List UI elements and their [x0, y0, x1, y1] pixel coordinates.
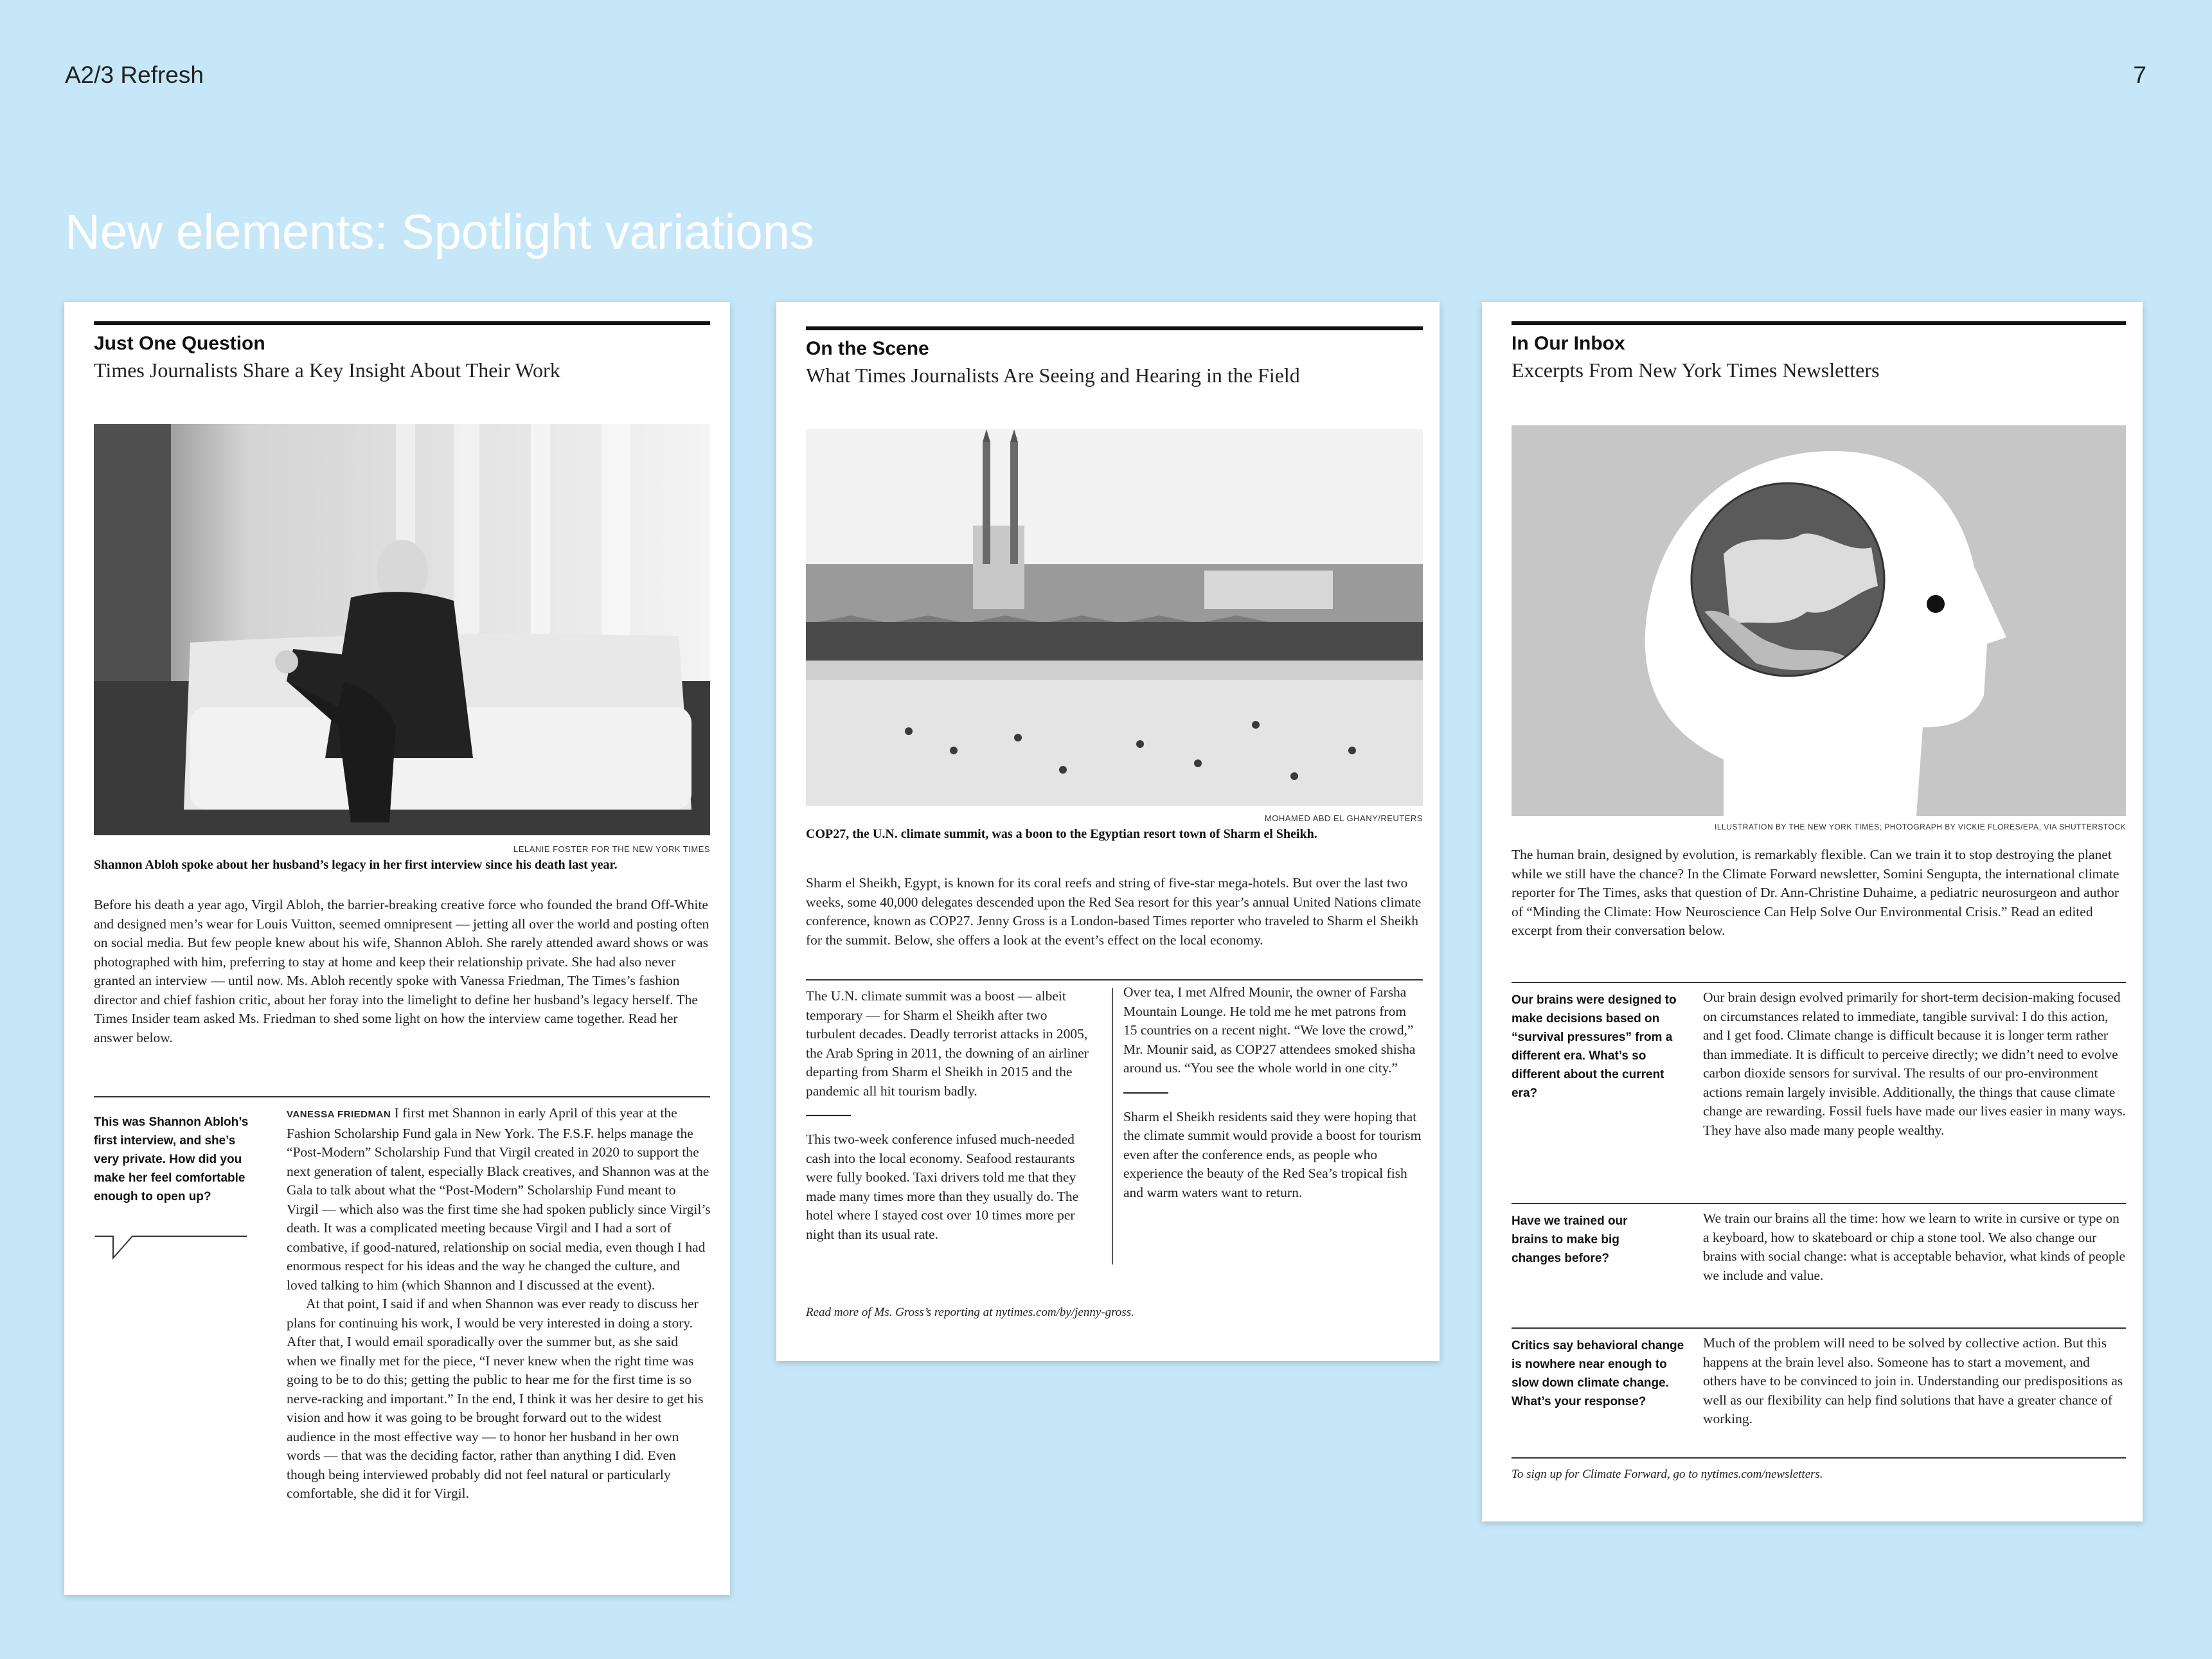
card-dek: Excerpts From New York Times Newsletters	[1512, 359, 1880, 382]
slide-label: A2/3 Refresh	[65, 62, 204, 88]
photo-caption: Shannon Abloh spoke about her husband’s legacy in her first interview since his death last year.	[94, 858, 618, 872]
card-dek: Times Journalists Share a Key Insight About Their Work	[94, 359, 560, 382]
question-text: This was Shannon Abloh’s first interview, and she’s very private. How did you make her feel comfortable enough to open up?	[94, 1115, 249, 1203]
photo-credit: MOHAMED ABD EL GHANY/REUTERS	[1264, 813, 1423, 823]
intro-paragraph: The human brain, designed by evolution, is remarkably flexible. Can we train it to stop destroying the planet while we still have the chance? In the Climate Forward newsletter, Somini Sengupta, the international climate reporter for The Times, asks that question of Dr. Ann-Christine Duhaime, a pediatric neurosurgeon and author of “Minding the Climate: How Neuroscience Can Help Solve Our Environmental Crisis.” Read an edited excerpt from their conversation below.	[1512, 847, 2119, 938]
top-rule	[806, 326, 1423, 330]
brain-illustration	[1512, 425, 2126, 816]
footer-note: To sign up for Climate Forward, go to nytimes.com/newsletters.	[1512, 1468, 1823, 1481]
intro-paragraph: Before his death a year ago, Virgil Abloh, the barrier-breaking creative force who founded the brand Off-White and designed men’s wear for Louis Vuitton, seemed omnipresent — jetting all over the world and posting often on social media. But few people knew about his wife, Shannon Abloh. She rarely attended award shows or was photographed with him, preferring to stay at home and keep their relationship private. She had also never granted an interview — until now. Ms. Abloh recently spoke with Vanessa Friedman, The Times’s fashion director and chief fashion critic, about her foray into the limelight to define her husband’s legacy herself. The Times Insider team asked Ms. Friedman to shed some light on how the interview came together. Read her answer below.	[94, 897, 709, 1045]
column-2-paragraph-2: Sharm el Sheikh residents said they were hoping that the climate summit would provide a boost for tourism even after the conference ends, as people who experience the beauty of the Red Sea’s tropical fish and warm waters want to return.	[1123, 1108, 1422, 1200]
slide-title: New elements: Spotlight variations	[65, 205, 814, 260]
column-divider	[1112, 988, 1113, 1264]
qa-question-3: Critics say behavioral change is nowhere near enough to slow down climate change. What’s your response?	[1512, 1339, 1684, 1408]
qa-divider-1	[1512, 982, 2126, 983]
intro-paragraph: Sharm el Sheikh, Egypt, is known for its coral reefs and string of five-star mega-hotels. But over the last two weeks, some 40,000 delegates descended upon the Red Sea resort for this year’s annual United Nations climate conference, known as COP27. Jenny Gross is a London-based Times reporter who traveled to Sharm el Sheikh for the summit. Below, she offers a look at the event’s effect on the local economy.	[806, 875, 1422, 948]
section-divider	[94, 1096, 710, 1097]
answer-paragraph-1: I first met Shannon in early April of this year at the Fashion Scholarship Fund gala in New York. The F.S.F. helps manage the “Post-Modern” Scholarship Fund that Virgil created in 2020 to support the next generation of talent, especially Black creatives, and Shannon was at the Gala to talk about what the “Post-Modern” Scholarship Fund meant to Virgil — which also was the first time she had spoken publicly since Virgil’s death. It was a complicated meeting because Virgil and I had a sort of combative, if good-natured, relationship on social media, even though I had enormous respect for his ideas and the way he changed the culture, and loved talking to him (which Shannon and I discussed at the event).	[287, 1105, 711, 1293]
column-2-paragraph-1: Over tea, I met Alfred Mounir, the owner of Farsha Mountain Lounge. He told me he met patrons from 15 countries on a recent night. “We love the crowd,” Mr. Mounir said, as COP27 attendees smoked shisha around us. “You see the whole world in one city.”	[1123, 984, 1416, 1076]
card-kicker: In Our Inbox	[1512, 333, 1625, 354]
beach-photo	[806, 429, 1423, 806]
qa-question-2: Have we trained our brains to make big changes before?	[1512, 1214, 1628, 1265]
qa-divider-bottom	[1512, 1457, 2126, 1459]
qa-answer-1: Our brain design evolved primarily for short-term decision-making focused on circumstances related to immediate, tangible survival: I do this action, and I get food. Climate change is difficult because it is longer term rather than immediate. It is difficult to perceive directly; we didn’t need to evolve carbon dioxide sensors for survival. The results of our pro-environment actions remain largely invisible. Additionally, the things that cause climate change are rewarding. Fossil fuels have made our lives easier in many ways. They have also made many people wealthy.	[1703, 989, 2126, 1138]
spotlight-card-just-one-question	[64, 302, 730, 1595]
qa-question-1: Our brains were designed to make decisions based on “survival pressures” from a different era. What’s so different about the current era?	[1512, 993, 1677, 1100]
portrait-photo	[94, 424, 710, 835]
column-1-paragraph-1: The U.N. climate summit was a boost — albeit temporary — for Sharm el Sheikh after two turbulent decades. Deadly terrorist attacks in 2005, the Arab Spring in 2011, the downing of an airliner departing from Sharm el Sheikh in 2015 and the pandemic all hit tourism badly.	[806, 988, 1089, 1099]
photo-credit: LELANIE FOSTER FOR THE NEW YORK TIMES	[513, 844, 710, 854]
card-kicker: Just One Question	[94, 333, 265, 354]
card-kicker: On the Scene	[806, 338, 929, 359]
qa-divider-3	[1512, 1327, 2126, 1329]
card-dek: What Times Journalists Are Seeing and Hearing in the Field	[806, 364, 1300, 387]
photo-caption: COP27, the U.N. climate summit, was a boon to the Egyptian resort town of Sharm el Sheikh.	[806, 827, 1317, 841]
page-number: 7	[2133, 62, 2146, 88]
footer-note: Read more of Ms. Gross’s reporting at nytimes.com/by/jenny-gross.	[806, 1306, 1134, 1319]
qa-divider-2	[1512, 1203, 2126, 1204]
column-1-separator	[806, 1115, 851, 1116]
top-rule	[94, 321, 710, 325]
top-rule	[1512, 321, 2126, 325]
speech-pointer-icon	[94, 1232, 248, 1264]
answer-text	[287, 1104, 711, 1504]
spotlight-card-in-our-inbox	[1482, 302, 2143, 1521]
section-divider	[806, 979, 1423, 980]
qa-answer-3: Much of the problem will need to be solved by collective action. But this happens at the brain level also. Someone has to start a movement, and others have to be convinced to join in. Understanding our predispositions as well as our flexibility can help find solutions that have a greater chance of working.	[1703, 1335, 2123, 1426]
qa-answer-2: We train our brains all the time: how we learn to write in cursive or type on a keyboard, how to skateboard or chip a stone tool. We also change our brains with social change: what is acceptable behavior, what kinds of people we include and value.	[1703, 1211, 2126, 1283]
column-1-paragraph-2: This two-week conference infused much-needed cash into the local economy. Seafood restaurants were fully booked. Taxi drivers told me that they made many times more than they usually do. The hotel where I stayed cost over 10 times more per night than its usual rate.	[806, 1131, 1079, 1242]
spotlight-card-on-the-scene	[776, 302, 1440, 1361]
answer-paragraph-2: At that point, I said if and when Shannon was ever ready to discuss her plans for continuing his work, I would be very interested in doing a story. After that, I would email sporadically over the summer but, as she said when we finally met for the piece, “I never knew when the right time was going to be to do this; getting the public to hear me for the first time is so nerve-racking and important.” In the end, I think it was her desire to get his vision and how it was going to be brought forward out to the widest audience in the most effective way — to honor her husband in her own words — that was the deciding factor, rather than anything I did. Even though being interviewed probably did not feel natural or particularly comfortable, she did it for Virgil.	[287, 1296, 704, 1501]
photo-credit: ILLUSTRATION BY THE NEW YORK TIMES; PHOTOGRAPH BY VICKIE FLORES/EPA, VIA SHUTTERSTOCK	[1715, 822, 2126, 831]
column-2-separator	[1123, 1092, 1168, 1094]
answer-byline: VANESSA FRIEDMAN	[287, 1109, 391, 1120]
